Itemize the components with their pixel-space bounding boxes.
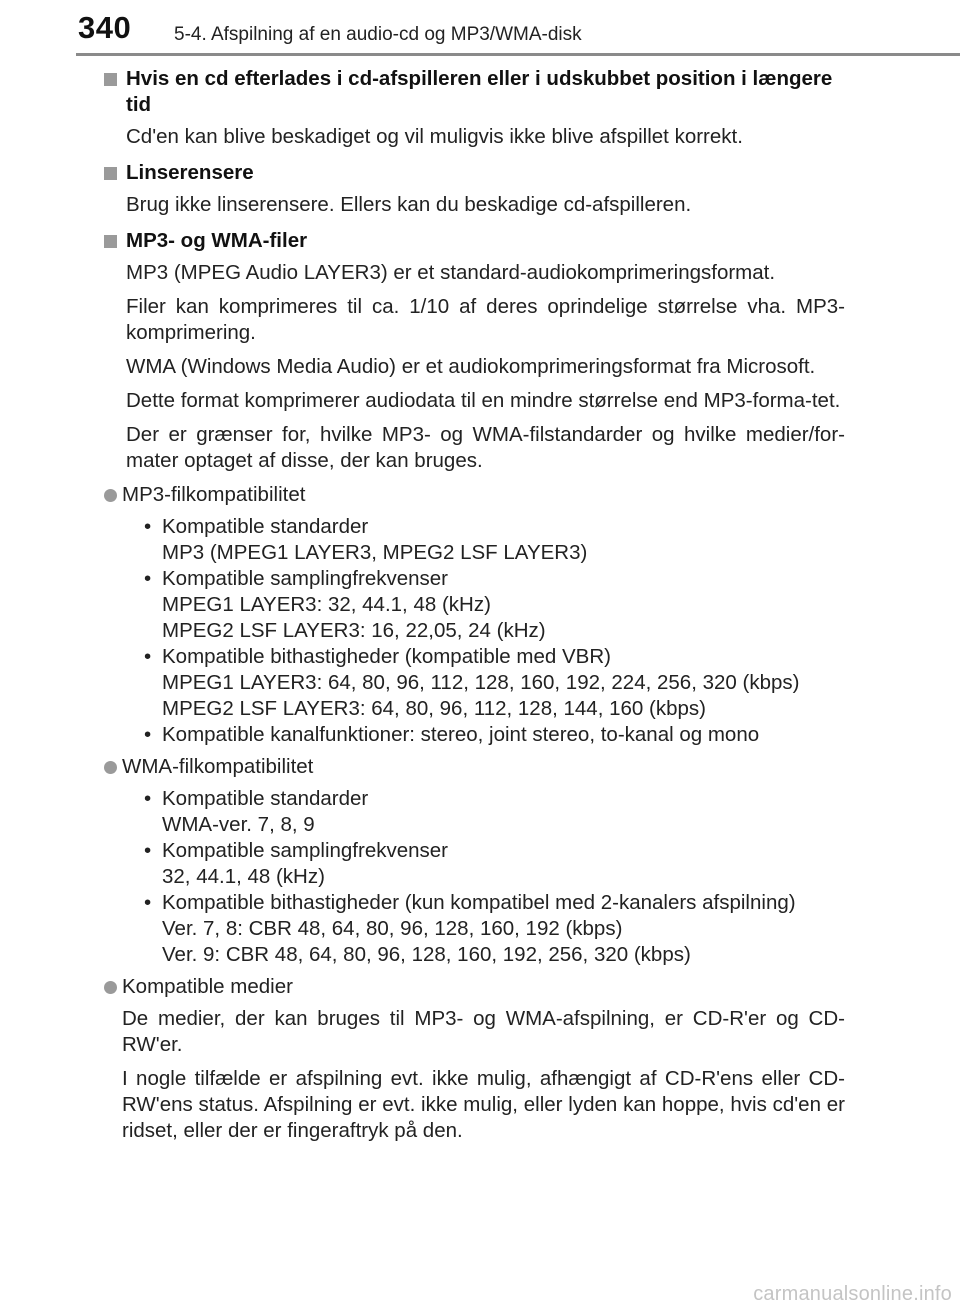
section-mp3-wma-files (103, 228, 845, 1144)
list-item-line: MPEG2 LSF LAYER3: 64, 80, 96, 112, 128, 144, 160 (kbps) (162, 697, 706, 720)
list-item-title: Kompatible bithastigheder (kun kompatibel med 2-kanalers afspilning) (162, 891, 796, 914)
paragraph: De medier, der kan bruges til MP3- og WMA-afspilning, er CD-R'er og CD-RW'er. (122, 1007, 845, 1056)
bullet: • (144, 839, 152, 862)
list-item (140, 838, 845, 890)
paragraph: Dette format komprimerer audiodata til en mindre størrelse end MP3-forma-tet. (126, 389, 841, 412)
list-item-title: Kompatible bithastigheder (kompatible med VBR) (162, 645, 611, 668)
list-item-line: Ver. 7, 8: CBR 48, 64, 80, 96, 128, 160, 192 (kbps) (162, 917, 623, 940)
page-header (0, 0, 960, 56)
page-number: 340 (78, 10, 132, 45)
subsection-heading-text: WMA-filkompatibilitet (122, 755, 314, 778)
bullet: • (144, 891, 152, 914)
paragraph: Cd'en kan blive beskadiget og vil muligvis ikke blive afspillet korrekt. (126, 125, 743, 148)
bullet: • (144, 787, 152, 810)
list-item (140, 644, 845, 722)
header-divider (76, 53, 960, 56)
circle-bullet-icon (104, 981, 117, 994)
circle-bullet-icon (104, 761, 117, 774)
list-item (140, 722, 845, 748)
list-item-line: MPEG2 LSF LAYER3: 16, 22,05, 24 (kHz) (162, 619, 546, 642)
section-heading-text: Hvis en cd efterlades i cd-afspilleren eller i udskubbet position i længere tid (126, 67, 833, 116)
list-item-title: Kompatible kanalfunktioner: stereo, joint stereo, to-kanal og mono (162, 723, 760, 746)
page-content (103, 66, 845, 1154)
subsection-heading-media (103, 974, 845, 1000)
bullet: • (144, 515, 152, 538)
list-item-line: Ver. 9: CBR 48, 64, 80, 96, 128, 160, 192, 256, 320 (kbps) (162, 943, 691, 966)
section-cd-left-in-player (103, 66, 845, 150)
mp3-compatibility-list (140, 514, 845, 748)
paragraph: WMA (Windows Media Audio) er et audiokomprimeringsformat fra Microsoft. (126, 355, 816, 378)
subsection-heading-mp3 (103, 482, 845, 508)
subsection-heading-text: Kompatible medier (122, 975, 293, 998)
list-item-line: MPEG1 LAYER3: 32, 44.1, 48 (kHz) (162, 593, 491, 616)
list-item (140, 514, 845, 566)
bullet: • (144, 567, 152, 590)
list-item-line: 32, 44.1, 48 (kHz) (162, 865, 325, 888)
list-item (140, 890, 845, 968)
section-heading (103, 66, 845, 118)
section-heading-text: Linserensere (126, 161, 254, 184)
bullet: • (144, 645, 152, 668)
bullet: • (144, 723, 152, 746)
list-item-title: Kompatible standarder (162, 787, 369, 810)
list-item-line: WMA-ver. 7, 8, 9 (162, 813, 315, 836)
subsection-heading-wma (103, 754, 845, 780)
square-bullet-icon (104, 73, 117, 86)
paragraph: Filer kan komprimeres til ca. 1/10 af deres oprindelige størrelse vha. MP3-komprimering. (126, 295, 845, 344)
section-lens-cleaners (103, 160, 845, 218)
wma-compatibility-list (140, 786, 845, 968)
section-heading (103, 160, 845, 186)
section-heading (103, 228, 845, 254)
section-heading-text: MP3- og WMA-filer (126, 229, 308, 252)
paragraph: MP3 (MPEG Audio LAYER3) er et standard-audiokomprimeringsformat. (126, 261, 776, 284)
circle-bullet-icon (104, 489, 117, 502)
paragraph: Der er grænser for, hvilke MP3- og WMA-filstandarder og hvilke medier/for-mater optaget af disse, der kan bruges. (126, 423, 845, 472)
watermark: carmanualsonline.info (753, 1283, 952, 1305)
paragraph: I nogle tilfælde er afspilning evt. ikke mulig, afhængigt af CD-R'ens eller CD-RW'ens status. Afspilning er evt. ikke mulig, eller lyden kan hoppe, hvis cd'en er ridset, eller der er fingeraftryk på den. (122, 1067, 845, 1142)
list-item (140, 786, 845, 838)
list-item-title: Kompatible samplingfrekvenser (162, 839, 448, 862)
chapter-title: 5-4. Afspilning af en audio-cd og MP3/WMA-disk (174, 24, 582, 45)
list-item-title: Kompatible standarder (162, 515, 369, 538)
list-item-line: MP3 (MPEG1 LAYER3, MPEG2 LSF LAYER3) (162, 541, 588, 564)
list-item-title: Kompatible samplingfrekvenser (162, 567, 448, 590)
square-bullet-icon (104, 167, 117, 180)
list-item-line: MPEG1 LAYER3: 64, 80, 96, 112, 128, 160, 192, 224, 256, 320 (kbps) (162, 671, 800, 694)
list-item (140, 566, 845, 644)
square-bullet-icon (104, 235, 117, 248)
subsection-heading-text: MP3-filkompatibilitet (122, 483, 306, 506)
paragraph: Brug ikke linserensere. Ellers kan du beskadige cd-afspilleren. (126, 193, 692, 216)
